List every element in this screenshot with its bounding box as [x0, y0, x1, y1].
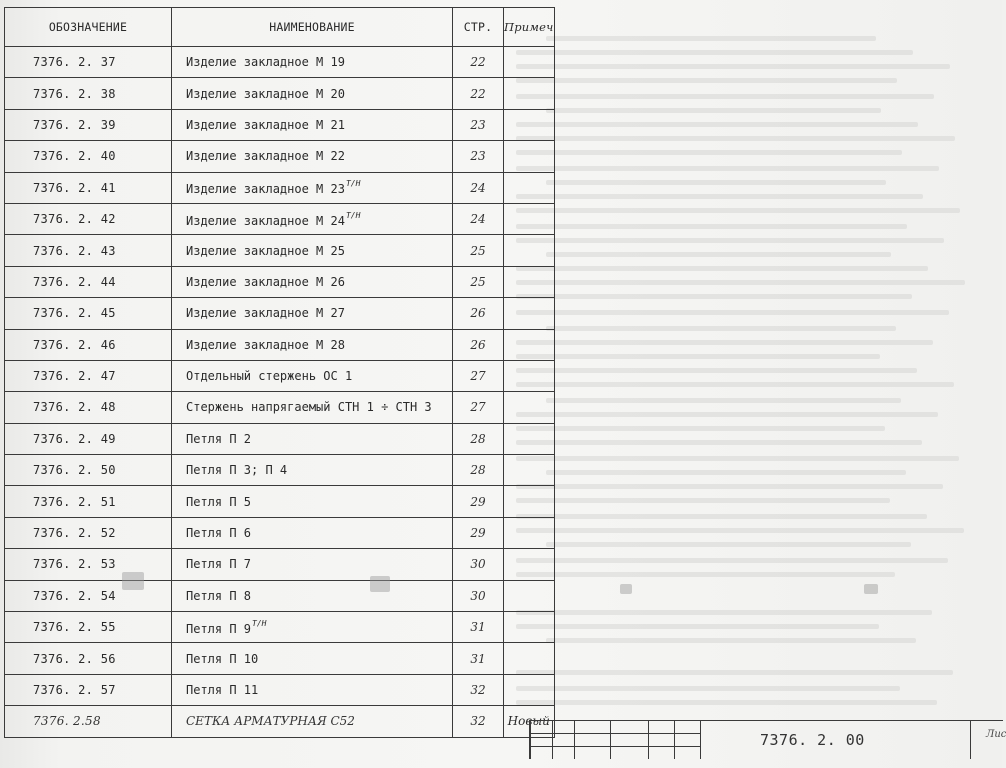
- faded-line: [546, 542, 911, 547]
- row-note: [504, 109, 555, 140]
- row-name: [172, 47, 453, 78]
- row-name: [172, 141, 453, 172]
- row-code: 7376. 2. 53: [5, 549, 172, 580]
- table-row: [5, 109, 555, 140]
- faded-line: [516, 610, 932, 615]
- row-name-text: Изделие закладное М 24: [186, 213, 345, 228]
- row-code: 7376. 2. 56: [5, 643, 172, 674]
- row-page: 23: [453, 141, 504, 172]
- row-code: 7376. 2.58: [5, 706, 172, 737]
- header-page: СТР.: [453, 8, 504, 47]
- row-name-text: Изделие закладное М 28: [186, 337, 345, 352]
- scan-smudge: [122, 572, 144, 590]
- faded-line: [546, 326, 896, 331]
- faded-line: [516, 266, 928, 271]
- row-page: 32: [453, 706, 504, 737]
- row-name: [172, 706, 453, 737]
- table-header-row: [5, 8, 555, 47]
- table-row: [5, 235, 555, 266]
- faded-line: [516, 122, 918, 127]
- row-name: [172, 674, 453, 705]
- faded-line: [516, 440, 922, 445]
- scan-smudge: [620, 584, 632, 594]
- row-page: 32: [453, 674, 504, 705]
- row-page: 27: [453, 392, 504, 423]
- faded-line: [516, 354, 880, 359]
- faded-line: [516, 340, 933, 345]
- row-page: 23: [453, 109, 504, 140]
- row-name-text: Изделие закладное М 26: [186, 274, 345, 289]
- row-name: [172, 580, 453, 611]
- row-note: [504, 423, 555, 454]
- row-note: [504, 329, 555, 360]
- table-row: [5, 486, 555, 517]
- table-row: [5, 580, 555, 611]
- faded-line: [516, 412, 938, 417]
- row-code: 7376. 2. 46: [5, 329, 172, 360]
- faded-line: [546, 470, 906, 475]
- row-note: [504, 235, 555, 266]
- row-code: 7376. 2. 42: [5, 203, 172, 234]
- scan-smudge: [864, 584, 878, 594]
- row-name-text: Изделие закладное М 22: [186, 149, 345, 164]
- row-note: [504, 203, 555, 234]
- row-note: [504, 486, 555, 517]
- faded-line: [546, 252, 891, 257]
- header-name: НАИМЕНОВАНИЕ: [172, 8, 453, 47]
- faded-line: [516, 150, 902, 155]
- faded-line: [516, 194, 923, 199]
- row-page: 30: [453, 580, 504, 611]
- row-name-text: Петля П 11: [186, 683, 259, 697]
- table-row: [5, 392, 555, 423]
- table-row: [5, 423, 555, 454]
- row-code: 7376. 2. 48: [5, 392, 172, 423]
- row-code: 7376. 2. 37: [5, 47, 172, 78]
- row-name-text: Петля П 3; П 4: [186, 463, 288, 478]
- row-name-text: Петля П 7: [186, 557, 252, 572]
- table-row: [5, 674, 555, 705]
- table-row: [5, 706, 555, 737]
- row-name-text: СЕТКА АРМАТУРНАЯ С52: [186, 714, 355, 729]
- row-name: [172, 392, 453, 423]
- row-name-text: Петля П 6: [186, 526, 252, 541]
- row-note: [504, 141, 555, 172]
- scan-smudge: [370, 576, 390, 592]
- row-name-annotation: Т/Н: [345, 210, 361, 220]
- faded-line: [516, 456, 959, 461]
- row-note: [504, 517, 555, 548]
- row-code: 7376. 2. 41: [5, 172, 172, 203]
- table-row: [5, 266, 555, 297]
- row-note: [504, 172, 555, 203]
- title-block: [529, 720, 970, 759]
- row-name: [172, 235, 453, 266]
- row-note: [504, 612, 555, 643]
- row-note: [504, 298, 555, 329]
- row-note: [504, 455, 555, 486]
- table-row: [5, 455, 555, 486]
- faded-line: [546, 108, 881, 113]
- table-row: [5, 47, 555, 78]
- row-name-text: Изделие закладное М 19: [186, 55, 345, 70]
- row-name: [172, 549, 453, 580]
- row-name: [172, 486, 453, 517]
- row-note: [504, 78, 555, 109]
- row-name-text: Петля П 9: [186, 621, 252, 636]
- faded-line: [546, 180, 886, 185]
- row-note: [504, 47, 555, 78]
- row-name: [172, 298, 453, 329]
- row-page: 28: [453, 455, 504, 486]
- row-page: 31: [453, 643, 504, 674]
- row-name-annotation: Т/Н: [252, 618, 267, 628]
- row-name-text: Изделие закладное М 23: [186, 182, 345, 197]
- row-name: [172, 612, 453, 643]
- faded-line: [516, 280, 965, 285]
- faded-line: [516, 368, 917, 373]
- faded-line: [516, 94, 934, 99]
- row-code: 7376. 2. 50: [5, 455, 172, 486]
- faded-line: [516, 166, 939, 171]
- row-page: 24: [453, 172, 504, 203]
- row-name-text: Изделие закладное М 20: [186, 86, 345, 101]
- row-note: Новый: [504, 706, 555, 737]
- row-page: 22: [453, 47, 504, 78]
- table-row: [5, 612, 555, 643]
- table-row: [5, 643, 555, 674]
- faded-line: [516, 484, 943, 489]
- title-block-grid: [530, 721, 700, 759]
- table-row: [5, 203, 555, 234]
- row-name-text: Отдельный стержень ОС 1: [186, 369, 353, 384]
- row-page: 29: [453, 486, 504, 517]
- row-page: 26: [453, 298, 504, 329]
- document-code: 7376. 2. 00: [760, 731, 865, 749]
- row-name: [172, 360, 453, 391]
- row-page: 28: [453, 423, 504, 454]
- faded-line: [516, 238, 944, 243]
- contents-table: [4, 7, 555, 738]
- faded-line: [516, 50, 913, 55]
- row-code: 7376. 2. 39: [5, 109, 172, 140]
- row-note: [504, 643, 555, 674]
- row-note: [504, 674, 555, 705]
- row-page: 25: [453, 266, 504, 297]
- table-row: [5, 298, 555, 329]
- header-code: ОБОЗНАЧЕНИЕ: [5, 8, 172, 47]
- row-name-text: Изделие закладное М 27: [186, 306, 345, 321]
- row-name: [172, 643, 453, 674]
- row-name-text: Петля П 5: [186, 494, 252, 509]
- row-note: [504, 392, 555, 423]
- row-page: 27: [453, 360, 504, 391]
- table-row: [5, 360, 555, 391]
- row-name-text: Изделие закладное М 25: [186, 243, 345, 258]
- table-row: [5, 78, 555, 109]
- row-name: [172, 455, 453, 486]
- faded-line: [516, 686, 900, 691]
- faded-line: [516, 78, 897, 83]
- row-page: 22: [453, 78, 504, 109]
- row-page: 26: [453, 329, 504, 360]
- row-code: 7376. 2. 43: [5, 235, 172, 266]
- faded-line: [546, 638, 916, 643]
- row-name: [172, 329, 453, 360]
- row-code: 7376. 2. 52: [5, 517, 172, 548]
- faded-line: [546, 398, 901, 403]
- faded-line: [516, 572, 895, 577]
- faded-line: [516, 294, 912, 299]
- faded-line: [516, 670, 953, 675]
- row-name: [172, 172, 453, 203]
- row-page: 31: [453, 612, 504, 643]
- header-note: Примеч: [504, 8, 555, 47]
- faded-line: [516, 528, 964, 533]
- table-row: [5, 517, 555, 548]
- faded-line: [516, 624, 879, 629]
- faded-line: [516, 426, 885, 431]
- row-page: 24: [453, 203, 504, 234]
- row-name-text: Стержень напрягаемый СТН 1 ÷ СТН 3: [186, 400, 432, 415]
- faded-line: [516, 208, 960, 213]
- row-code: 7376. 2. 45: [5, 298, 172, 329]
- row-code: 7376. 2. 38: [5, 78, 172, 109]
- row-name-annotation: Т/Н: [345, 179, 361, 189]
- row-note: [504, 549, 555, 580]
- table-row: [5, 549, 555, 580]
- faded-line: [516, 558, 948, 563]
- row-code: 7376. 2. 49: [5, 423, 172, 454]
- faded-back-page-text: [516, 10, 986, 710]
- row-note: [504, 266, 555, 297]
- row-note: [504, 360, 555, 391]
- row-code: 7376. 2. 47: [5, 360, 172, 391]
- row-code: 7376. 2. 51: [5, 486, 172, 517]
- sheet-cell: [970, 720, 1006, 759]
- row-note: [504, 580, 555, 611]
- row-name: [172, 517, 453, 548]
- row-page: 25: [453, 235, 504, 266]
- faded-line: [516, 700, 937, 705]
- row-name: [172, 266, 453, 297]
- row-page: 29: [453, 517, 504, 548]
- row-page: 30: [453, 549, 504, 580]
- faded-line: [516, 498, 890, 503]
- faded-line: [516, 514, 927, 519]
- row-name-text: Петля П 8: [186, 588, 252, 603]
- faded-line: [516, 64, 950, 69]
- faded-line: [516, 224, 907, 229]
- row-name-text: Петля П 2: [186, 431, 252, 446]
- row-name: [172, 423, 453, 454]
- row-name: [172, 109, 453, 140]
- table-row: [5, 172, 555, 203]
- sheet-label: Лис: [986, 729, 1006, 740]
- row-code: 7376. 2. 40: [5, 141, 172, 172]
- faded-line: [516, 310, 949, 315]
- table-row: [5, 141, 555, 172]
- row-code: 7376. 2. 54: [5, 580, 172, 611]
- row-code: 7376. 2. 57: [5, 674, 172, 705]
- row-code: 7376. 2. 55: [5, 612, 172, 643]
- faded-line: [516, 382, 954, 387]
- row-name: [172, 78, 453, 109]
- table-row: [5, 329, 555, 360]
- row-name: [172, 203, 453, 234]
- row-code: 7376. 2. 44: [5, 266, 172, 297]
- row-name-text: Петля П 10: [186, 651, 259, 666]
- faded-line: [546, 36, 876, 41]
- row-name-text: Изделие закладное М 21: [186, 117, 345, 132]
- faded-line: [516, 136, 955, 141]
